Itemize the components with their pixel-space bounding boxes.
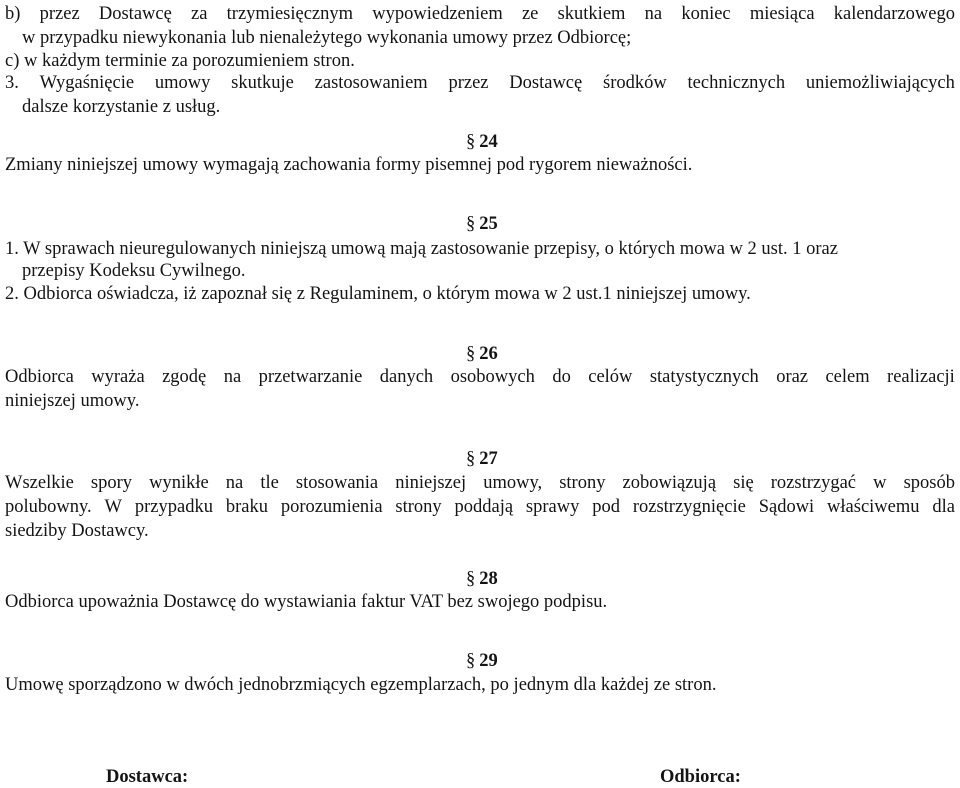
section-heading-24	[466, 131, 498, 153]
word: Wygaśnięcie	[39, 73, 135, 93]
section-number: 27	[479, 449, 498, 469]
word: Dostawcę	[98, 4, 172, 24]
section-symbol: §	[466, 344, 476, 364]
section-symbol: §	[466, 651, 476, 671]
word: rozstrzygać	[770, 473, 857, 493]
word: porozumienia	[280, 497, 383, 517]
word: uniemożliwiających	[805, 73, 955, 93]
word: oraz	[776, 367, 809, 387]
section-number: 29	[479, 651, 498, 671]
word: przypadku	[134, 497, 213, 517]
word: sprawy	[525, 497, 580, 517]
word: rozstrzygnięcie	[632, 497, 746, 517]
paragraph-line: siedziby Dostawcy.	[5, 521, 149, 541]
word: na	[225, 473, 244, 493]
word: wynikłe	[149, 473, 209, 493]
word: Odbiorca	[5, 367, 74, 387]
word: realizacji	[887, 367, 955, 387]
word: do	[552, 367, 571, 387]
section-heading-26	[466, 343, 498, 365]
section-symbol: §	[466, 449, 476, 469]
word: umowy,	[483, 473, 543, 493]
section-number: 28	[479, 569, 498, 589]
supplier-signature-label: Dostawca:	[106, 767, 189, 787]
paragraph-line: Umowę sporządzono w dwóch jednobrzmiących egzemplarzach, po jednym dla każdej ze stron.	[5, 675, 717, 695]
word: przez	[39, 4, 80, 24]
word: W	[104, 497, 123, 517]
word: 3.	[5, 73, 19, 93]
word: statystycznych	[649, 367, 759, 387]
section-heading-29	[466, 650, 498, 672]
paragraph-line: przepisy Kodeksu Cywilnego.	[22, 261, 246, 281]
section-number: 25	[479, 214, 498, 234]
paragraph-line	[5, 72, 955, 94]
section-symbol: §	[466, 214, 476, 234]
paragraph-line: 1. W sprawach nieuregulowanych niniejszą umową mają zastosowanie przepisy, o których mowa w 2 ust. 1 oraz	[5, 239, 838, 259]
section-heading-28	[466, 568, 498, 590]
word: zastosowaniem	[314, 73, 428, 93]
recipient-signature-label: Odbiorca:	[660, 767, 741, 787]
word: celów	[588, 367, 633, 387]
word: zgodę	[162, 367, 207, 387]
word: polubowny.	[5, 497, 92, 517]
word: ze	[521, 4, 539, 24]
paragraph-line: niniejszej umowy.	[5, 391, 140, 411]
word: w	[873, 473, 887, 493]
section-symbol: §	[466, 569, 476, 589]
word: strony	[395, 497, 442, 517]
section-number: 24	[479, 132, 498, 152]
word: przetwarzanie	[258, 367, 363, 387]
word: strony	[559, 473, 606, 493]
word: tle	[260, 473, 279, 493]
word: stosowania	[295, 473, 379, 493]
word: pod	[592, 497, 620, 517]
word: zobowiązują	[622, 473, 717, 493]
word: właściwemu	[827, 497, 920, 517]
paragraph-line	[5, 496, 955, 518]
paragraph-line: w przypadku niewykonania lub nienależytego wykonania umowy przez Odbiorcę;	[22, 28, 632, 48]
section-number: 26	[479, 344, 498, 364]
word: spory	[90, 473, 133, 493]
word: celem	[825, 367, 870, 387]
word: wyraża	[91, 367, 145, 387]
word: Sądowi	[758, 497, 815, 517]
word: na	[644, 4, 663, 24]
word: skutkiem	[557, 4, 626, 24]
word: trzymiesięcznym	[226, 4, 354, 24]
paragraph-line	[5, 3, 955, 25]
paragraph-line	[5, 472, 955, 494]
word: b)	[5, 4, 21, 24]
section-heading-27	[466, 448, 498, 470]
word: za	[191, 4, 208, 24]
word: środków	[603, 73, 667, 93]
word: Dostawcę	[509, 73, 583, 93]
paragraph-line: Odbiorca upoważnia Dostawcę do wystawiania faktur VAT bez swojego podpisu.	[5, 592, 608, 612]
paragraph-line: 2. Odbiorca oświadcza, iż zapoznał się z Regulaminem, o którym mowa w 2 ust.1 niniejszej umowy.	[5, 284, 751, 304]
section-symbol: §	[466, 132, 476, 152]
paragraph-line	[5, 366, 955, 388]
word: braku	[225, 497, 268, 517]
word: skutkuje	[231, 73, 294, 93]
paragraph-line: dalsze korzystanie z usług.	[22, 97, 221, 117]
word: umowy	[154, 73, 211, 93]
word: niniejszej	[395, 473, 467, 493]
word: sposób	[903, 473, 955, 493]
word: osobowych	[450, 367, 535, 387]
word: na	[223, 367, 242, 387]
word: kalendarzowego	[833, 4, 955, 24]
paragraph-line: Zmiany niniejszej umowy wymagają zachowania formy pisemnej pod rygorem nieważności.	[5, 155, 693, 175]
word: koniec	[681, 4, 731, 24]
word: miesiąca	[749, 4, 815, 24]
word: się	[733, 473, 754, 493]
paragraph-line: c) w każdym terminie za porozumieniem stron.	[5, 51, 355, 71]
word: Wszelkie	[5, 473, 74, 493]
word: poddają	[454, 497, 514, 517]
section-heading-25	[466, 213, 498, 235]
word: dla	[932, 497, 955, 517]
word: danych	[379, 367, 434, 387]
word: wypowiedzeniem	[372, 4, 503, 24]
word: przez	[448, 73, 489, 93]
word: technicznych	[687, 73, 786, 93]
